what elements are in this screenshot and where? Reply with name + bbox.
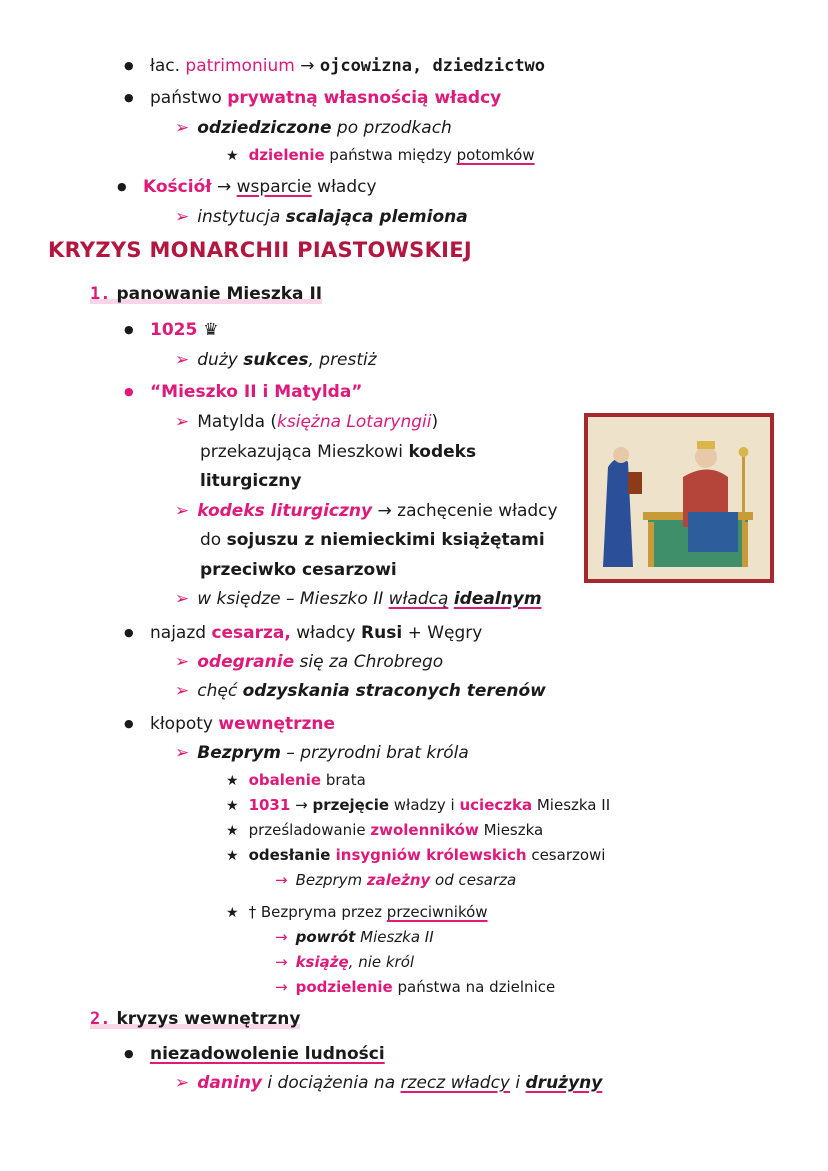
text: – przyrodni brat króla	[280, 743, 469, 763]
text: cesarzowi	[526, 846, 606, 864]
sub-matylda-cont	[200, 441, 476, 463]
arrow-right-icon: →	[275, 953, 288, 971]
year: 1025	[150, 320, 198, 340]
text: wsparcie	[236, 177, 312, 197]
arrow-bullet-icon: ➢	[175, 743, 190, 763]
arrow-bullet-icon: ➢	[175, 412, 190, 432]
text: i	[509, 1073, 526, 1093]
section-number: 1.	[90, 284, 111, 304]
sub-daniny	[175, 1072, 602, 1094]
text: Rusi	[361, 623, 403, 643]
arrow-right-icon: →	[295, 796, 308, 814]
text: władcy	[311, 177, 377, 197]
text: Kościół	[143, 177, 212, 197]
bullet-najazd	[150, 622, 482, 644]
arrow-bullet-icon: ➢	[175, 589, 190, 609]
sub-zalezny	[275, 870, 516, 890]
text: )	[431, 412, 439, 432]
section-title: kryzys wewnętrzny	[116, 1009, 301, 1029]
text: zwolenników	[370, 821, 479, 839]
arrow-bullet-icon: ➢	[175, 118, 190, 138]
text: sojuszu z niemieckimi książętami	[226, 530, 545, 550]
text: duży	[197, 350, 244, 370]
text: władcy	[290, 623, 362, 643]
text: 1031	[248, 796, 291, 814]
text: potomków	[456, 146, 535, 164]
text: Mieszka	[478, 821, 544, 839]
term-patrimonium: patrimonium	[185, 56, 295, 76]
sub-chec	[175, 680, 546, 702]
text: Mieszka II	[355, 928, 434, 946]
text: przejęcie	[312, 796, 390, 814]
sub-ksiaze	[275, 952, 414, 972]
star-icon: ★	[226, 798, 239, 814]
text: przeciwko cesarzowi	[200, 560, 397, 580]
text: po przodkach	[331, 118, 452, 138]
text: kodeks	[408, 442, 477, 462]
text: drużyny	[525, 1073, 603, 1093]
text: scalająca plemiona	[285, 207, 468, 227]
arrow-right-icon: →	[275, 978, 288, 996]
text: od cesarza	[430, 871, 517, 889]
arrow-bullet-icon: ➢	[175, 681, 190, 701]
text: łac.	[150, 56, 186, 76]
star-przesladowanie	[226, 820, 543, 841]
text: Bezprym	[295, 871, 367, 889]
text: powrót	[295, 928, 356, 946]
sub-matylda-cont2	[200, 470, 301, 492]
text: † Bezpryma przez	[248, 903, 387, 921]
text: się za Chrobrego	[294, 652, 444, 672]
star-dzielenie	[226, 145, 535, 166]
text: i dociążenia na	[262, 1073, 401, 1093]
bullet-mieszko-matylda	[150, 381, 362, 403]
sub-ksiega	[175, 588, 542, 610]
text: państwa między	[324, 146, 457, 164]
text: Bezprym	[197, 743, 281, 763]
text: odegranie	[197, 652, 295, 672]
text: idealnym	[453, 589, 542, 609]
star-icon: ★	[226, 823, 239, 839]
arrow-right-icon: →	[300, 56, 315, 76]
text: ojcowizna, dziedzictwo	[319, 56, 546, 76]
text: najazd	[150, 623, 212, 643]
bullet-panstwo	[150, 87, 501, 109]
text: , prestiż	[308, 350, 377, 370]
sub-sukces	[175, 349, 377, 371]
text: “Mieszko II i Matylda”	[150, 382, 363, 402]
sub-bezprym	[175, 742, 469, 764]
bullet-klopoty	[150, 713, 335, 735]
text: Mieszka II	[532, 796, 611, 814]
bullet-1025	[150, 319, 219, 341]
text: instytucja	[197, 207, 286, 227]
bullet-niezadowolenie	[150, 1043, 385, 1065]
star-odeslanie	[226, 845, 605, 866]
sub-matylda	[175, 411, 438, 433]
text: władzy i	[389, 796, 460, 814]
section-number: 2.	[90, 1009, 111, 1029]
text: wewnętrzne	[218, 714, 336, 734]
star-1031	[226, 795, 610, 816]
arrow-right-icon: →	[275, 928, 288, 946]
text: liturgiczny	[200, 471, 302, 491]
arrow-bullet-icon: ➢	[175, 501, 190, 521]
text: sukces	[243, 350, 309, 370]
miniature-illustration	[588, 417, 770, 579]
text: odzyskania straconych terenów	[242, 681, 546, 701]
text: brata	[321, 771, 366, 789]
section-1-title	[90, 284, 322, 304]
text: insygniów królewskich	[335, 846, 527, 864]
sub-podzielenie	[275, 977, 555, 997]
mieszko-matylda-miniature	[584, 413, 774, 583]
text: + Węgry	[402, 623, 483, 643]
text: odziedziczone	[197, 118, 332, 138]
text: Matylda (	[197, 412, 278, 432]
text: obalenie	[248, 771, 322, 789]
star-smierc-bezpryma	[226, 902, 488, 923]
sub-kodeks-cont	[200, 529, 545, 551]
text: rzecz władcy	[400, 1073, 510, 1093]
star-icon: ★	[226, 905, 239, 921]
text: do	[200, 530, 227, 550]
text: książę	[295, 953, 349, 971]
bullet-kosciol	[143, 176, 377, 198]
sub-instytucja	[175, 206, 468, 228]
text: chęć	[197, 681, 243, 701]
text: kodeks liturgiczny	[197, 501, 373, 521]
text: przeciwników	[386, 903, 488, 921]
section-title: panowanie Mieszka II	[116, 284, 323, 304]
term: prywatną własnością władcy	[227, 88, 502, 108]
arrow-right-icon: →	[377, 501, 392, 521]
text: księżna Lotaryngii	[277, 412, 432, 432]
text: państwo	[150, 88, 228, 108]
text: , nie król	[348, 953, 415, 971]
page-heading: KRYZYS MONARCHII PIASTOWSKIEJ	[48, 238, 473, 262]
arrow-bullet-icon: ➢	[175, 207, 190, 227]
star-obalenie	[226, 770, 366, 791]
bullet-patrimonium	[150, 55, 545, 77]
text: władcą	[388, 589, 449, 609]
text: daniny	[197, 1073, 263, 1093]
text: przekazująca Mieszkowi	[200, 442, 409, 462]
sub-kodeks	[175, 500, 558, 522]
arrow-bullet-icon: ➢	[175, 350, 190, 370]
text: prześladowanie	[248, 821, 371, 839]
arrow-right-icon: →	[216, 177, 232, 197]
text: dzielenie	[248, 146, 325, 164]
text: cesarza,	[211, 623, 291, 643]
text: odesłanie	[248, 846, 336, 864]
text: w księdze – Mieszko II	[197, 589, 389, 609]
text: ucieczka	[459, 796, 533, 814]
star-icon: ★	[226, 148, 239, 164]
arrow-bullet-icon: ➢	[175, 1073, 190, 1093]
crown-icon: ♛	[203, 320, 219, 340]
sub-kodeks-cont2	[200, 559, 397, 581]
section-2-title	[90, 1009, 300, 1029]
text: zachęcenie władcy	[397, 501, 558, 521]
star-icon: ★	[226, 773, 239, 789]
star-icon: ★	[226, 848, 239, 864]
text: podzielenie	[295, 978, 393, 996]
sub-odegranie	[175, 651, 443, 673]
text: zależny	[366, 871, 431, 889]
sub-powrot	[275, 927, 434, 947]
text: kłopoty	[150, 714, 219, 734]
text: niezadowolenie ludności	[150, 1044, 385, 1064]
arrow-right-icon: →	[275, 871, 288, 889]
text: państwa na dzielnice	[392, 978, 556, 996]
arrow-bullet-icon: ➢	[175, 652, 190, 672]
sub-odziedziczone	[175, 117, 452, 139]
